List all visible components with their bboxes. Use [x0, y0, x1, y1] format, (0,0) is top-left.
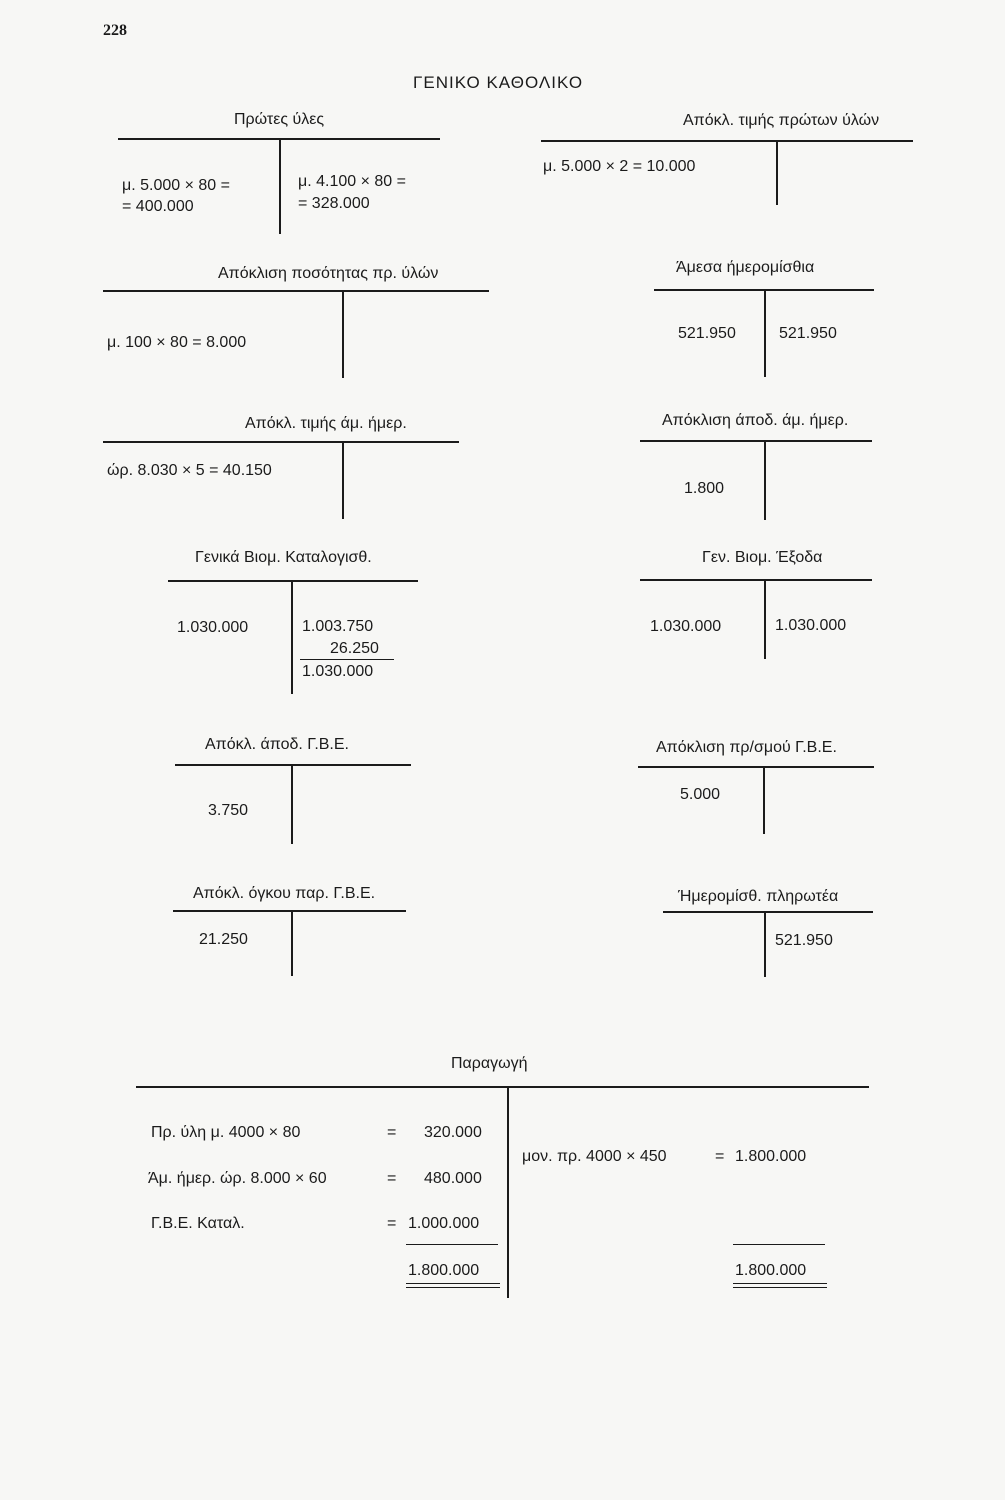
t-account-top-rule — [638, 766, 874, 768]
debit-eq: = — [387, 1215, 397, 1232]
debit-line: μ. 5.000 × 80 = — [122, 177, 230, 194]
total-rule — [406, 1244, 498, 1245]
t-account-top-rule — [663, 911, 873, 913]
t-account-divider — [764, 911, 766, 977]
credit-amount: 1.800.000 — [735, 1148, 807, 1165]
credit-total: 1.800.000 — [735, 1262, 807, 1279]
debit-amount: 1.000.000 — [408, 1215, 480, 1232]
t-account-divider — [764, 440, 766, 520]
account-title: Παραγωγή — [451, 1055, 528, 1072]
t-account-divider — [291, 910, 293, 976]
account-title: Απόκλ. όγκου παρ. Γ.Β.Ε. — [193, 885, 376, 902]
debit-line: 1.030.000 — [650, 618, 722, 635]
t-account-top-rule — [103, 441, 459, 443]
account-title: Γεν. Βιομ. Έξοδα — [702, 549, 823, 566]
t-account-divider — [764, 289, 766, 377]
debit-label: Πρ. ύλη μ. 4000 × 80 — [151, 1124, 301, 1141]
account-title: Απόκλ. τιμής πρώτων ύλών — [683, 112, 880, 129]
credit-line: 521.950 — [779, 325, 837, 342]
account-title: Απόκλ. τιμής άμ. ήμερ. — [245, 415, 407, 432]
t-account-top-rule — [173, 910, 406, 912]
double-rule-top — [406, 1283, 500, 1284]
debit-line: 5.000 — [680, 786, 721, 803]
t-account-top-rule — [541, 140, 913, 142]
double-rule-bottom — [406, 1287, 500, 1288]
double-rule-bottom — [733, 1287, 827, 1288]
account-title: Απόκλιση ποσότητας πρ. ύλών — [218, 265, 439, 282]
t-account-divider — [763, 766, 765, 834]
debit-line: 21.250 — [199, 931, 248, 948]
account-title: Πρώτες ύλες — [234, 111, 325, 128]
debit-amount: 480.000 — [424, 1170, 482, 1187]
t-account-divider — [342, 290, 344, 378]
credit-line: = 328.000 — [298, 195, 370, 212]
account-title: Γενικά Βιομ. Καταλογισθ. — [195, 549, 372, 566]
page-number: 228 — [103, 22, 127, 39]
credit-line: 1.030.000 — [775, 617, 847, 634]
account-title: Απόκλιση άποδ. άμ. ήμερ. — [662, 412, 849, 429]
t-account-top-rule — [640, 579, 872, 581]
debit-line: μ. 100 × 80 = 8.000 — [107, 334, 247, 351]
t-account-top-rule — [640, 440, 872, 442]
debit-line: 3.750 — [208, 802, 249, 819]
t-account-divider — [291, 764, 293, 844]
account-title: Άμεσα ήμερομίσθια — [676, 259, 815, 276]
double-rule-top — [733, 1283, 827, 1284]
t-account-top-rule — [103, 290, 489, 292]
t-account-top-rule — [136, 1086, 869, 1088]
t-account-divider — [507, 1086, 509, 1298]
t-account-divider — [342, 441, 344, 519]
credit-line: μ. 4.100 × 80 = — [298, 173, 406, 190]
debit-line: 1.800 — [684, 480, 725, 497]
debit-amount: 320.000 — [424, 1124, 482, 1141]
credit-label: μον. πρ. 4000 × 450 — [522, 1148, 667, 1165]
account-title: Απόκλ. άποδ. Γ.Β.Ε. — [205, 736, 349, 753]
credit-line: 1.030.000 — [302, 663, 374, 680]
debit-line: ώρ. 8.030 × 5 = 40.150 — [107, 462, 272, 479]
credit-line: 1.003.750 — [302, 618, 374, 635]
t-account-divider — [776, 140, 778, 205]
t-account-divider — [279, 138, 281, 234]
credit-line: 521.950 — [775, 932, 833, 949]
debit-label: Γ.Β.Ε. Καταλ. — [151, 1215, 245, 1232]
debit-line: = 400.000 — [122, 198, 194, 215]
debit-eq: = — [387, 1124, 397, 1141]
credit-line: 26.250 — [330, 640, 379, 657]
debit-line: μ. 5.000 × 2 = 10.000 — [543, 158, 696, 175]
t-account-top-rule — [168, 580, 418, 582]
subtotal-rule — [300, 659, 394, 660]
debit-line: 1.030.000 — [177, 619, 249, 636]
credit-eq: = — [715, 1148, 725, 1165]
debit-label: Άμ. ήμερ. ώρ. 8.000 × 60 — [148, 1170, 327, 1187]
account-title: Απόκλιση πρ/σμού Γ.Β.Ε. — [656, 739, 837, 756]
total-rule — [733, 1244, 825, 1245]
t-account-top-rule — [175, 764, 411, 766]
t-account-divider — [764, 579, 766, 659]
debit-eq: = — [387, 1170, 397, 1187]
t-account-divider — [291, 580, 293, 694]
debit-total: 1.800.000 — [408, 1262, 480, 1279]
debit-line: 521.950 — [678, 325, 736, 342]
account-title: Ήμερομίσθ. πληρωτέα — [678, 888, 839, 905]
page-title: ΓΕΝΙΚΟ ΚΑΘΟΛΙΚΟ — [413, 73, 584, 92]
